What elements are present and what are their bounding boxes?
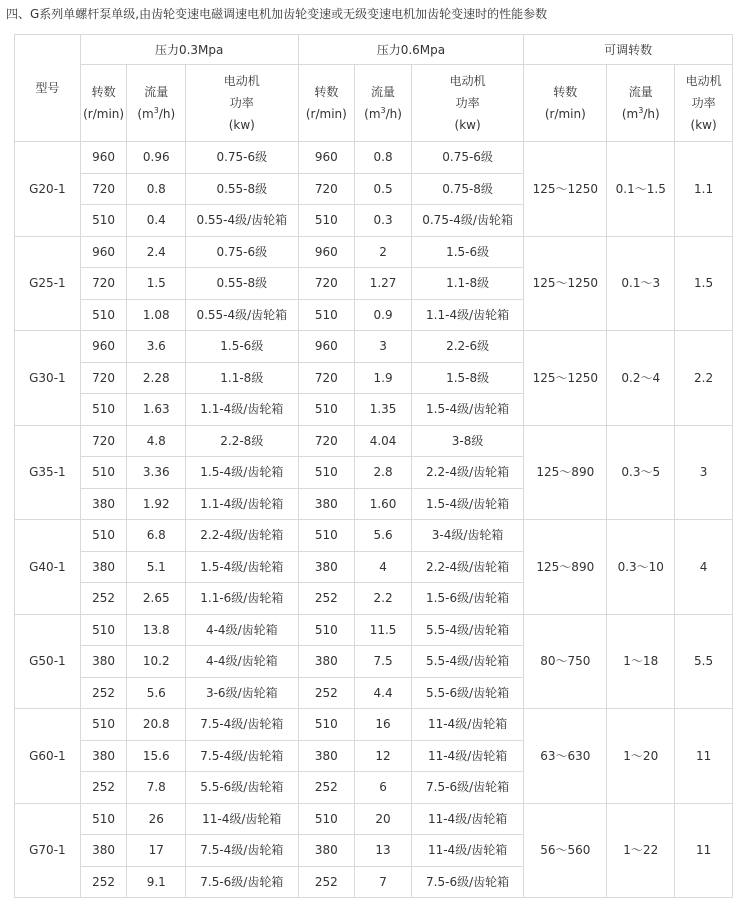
power-0-6-cell: 3-8级	[411, 425, 523, 457]
flow-0-3-cell: 1.08	[127, 299, 186, 331]
speed-0-3-cell: 510	[80, 803, 127, 835]
header-adjustable-speed: 可调转数	[524, 35, 733, 65]
flow-0-3-cell: 1.63	[127, 394, 186, 426]
flow-0-3-cell: 2.4	[127, 236, 186, 268]
power-0-6-cell: 2.2-4级/齿轮箱	[411, 457, 523, 489]
speed-0-6-cell: 252	[298, 677, 355, 709]
flow-0-6-cell: 12	[355, 740, 412, 772]
adj-power-cell: 3	[675, 425, 733, 520]
power-0-6-cell: 1.5-4级/齿轮箱	[411, 488, 523, 520]
speed-0-6-cell: 380	[298, 551, 355, 583]
adj-power-cell: 1.1	[675, 142, 733, 237]
flow-0-3-cell: 5.1	[127, 551, 186, 583]
power-0-3-cell: 1.5-4级/齿轮箱	[186, 551, 298, 583]
power-0-3-cell: 1.1-8级	[186, 362, 298, 394]
adj-power-cell: 2.2	[675, 331, 733, 426]
speed-0-6-cell: 252	[298, 583, 355, 615]
adj-speed-cell: 125～1250	[524, 142, 607, 237]
speed-0-6-cell: 252	[298, 866, 355, 898]
header-pressure-0-6: 压力0.6Mpa	[298, 35, 524, 65]
power-0-6-cell: 5.5-4级/齿轮箱	[411, 646, 523, 678]
speed-0-6-cell: 720	[298, 173, 355, 205]
adj-power-cell: 11	[675, 803, 733, 898]
adj-speed-cell: 125～1250	[524, 236, 607, 331]
speed-0-6-cell: 252	[298, 772, 355, 804]
power-0-3-cell: 0.75-6级	[186, 236, 298, 268]
flow-0-6-cell: 0.3	[355, 205, 412, 237]
power-0-3-cell: 0.55-4级/齿轮箱	[186, 299, 298, 331]
page-title: 四、G系列单螺杆泵单级,由齿轮变速电磁调速电机加齿轮变速或无级变速电机加齿轮变速时的性能参数	[6, 7, 548, 21]
flow-0-6-cell: 1.27	[355, 268, 412, 300]
flow-0-3-cell: 0.4	[127, 205, 186, 237]
flow-0-6-cell: 3	[355, 331, 412, 363]
speed-0-6-cell: 510	[298, 709, 355, 741]
flow-0-6-cell: 2.8	[355, 457, 412, 489]
flow-0-3-cell: 2.28	[127, 362, 186, 394]
flow-0-3-cell: 0.96	[127, 142, 186, 174]
speed-0-6-cell: 510	[298, 457, 355, 489]
speed-0-3-cell: 252	[80, 772, 127, 804]
flow-0-3-cell: 9.1	[127, 866, 186, 898]
header-motor-power: 电动机 功率 (kw)	[411, 65, 523, 142]
adj-flow-cell: 0.2～4	[607, 331, 675, 426]
power-0-6-cell: 7.5-6级/齿轮箱	[411, 866, 523, 898]
power-0-3-cell: 7.5-4级/齿轮箱	[186, 835, 298, 867]
power-0-3-cell: 11-4级/齿轮箱	[186, 803, 298, 835]
power-0-6-cell: 1.1-4级/齿轮箱	[411, 299, 523, 331]
power-0-3-cell: 7.5-4级/齿轮箱	[186, 709, 298, 741]
flow-0-6-cell: 11.5	[355, 614, 412, 646]
model-cell: G50-1	[15, 614, 81, 709]
flow-0-6-cell: 20	[355, 803, 412, 835]
power-0-3-cell: 2.2-8级	[186, 425, 298, 457]
table-row	[15, 520, 733, 552]
adj-flow-cell: 0.3～5	[607, 425, 675, 520]
power-0-3-cell: 1.1-4级/齿轮箱	[186, 488, 298, 520]
speed-0-3-cell: 720	[80, 362, 127, 394]
speed-0-3-cell: 252	[80, 866, 127, 898]
spec-table	[14, 34, 733, 898]
power-0-6-cell: 1.5-8级	[411, 362, 523, 394]
flow-0-6-cell: 16	[355, 709, 412, 741]
speed-0-6-cell: 960	[298, 142, 355, 174]
speed-0-3-cell: 510	[80, 520, 127, 552]
power-0-6-cell: 2.2-4级/齿轮箱	[411, 551, 523, 583]
power-0-3-cell: 1.1-6级/齿轮箱	[186, 583, 298, 615]
power-0-6-cell: 1.5-6级/齿轮箱	[411, 583, 523, 615]
power-0-6-cell: 7.5-6级/齿轮箱	[411, 772, 523, 804]
model-cell: G40-1	[15, 520, 81, 615]
flow-0-3-cell: 1.92	[127, 488, 186, 520]
adj-speed-cell: 125～1250	[524, 331, 607, 426]
header-flow: 流量 $(m^3/h)$	[355, 65, 412, 142]
adj-flow-cell: 0.3～10	[607, 520, 675, 615]
flow-0-6-cell: 4	[355, 551, 412, 583]
power-0-6-cell: 11-4级/齿轮箱	[411, 709, 523, 741]
header-flow: 流量 $(m^3/h)$	[607, 65, 675, 142]
flow-0-6-cell: 2.2	[355, 583, 412, 615]
adj-flow-cell: 1～20	[607, 709, 675, 804]
power-0-3-cell: 5.5-6级/齿轮箱	[186, 772, 298, 804]
flow-0-6-cell: 4.04	[355, 425, 412, 457]
flow-0-6-cell: 4.4	[355, 677, 412, 709]
power-0-3-cell: 4-4级/齿轮箱	[186, 614, 298, 646]
speed-0-6-cell: 510	[298, 394, 355, 426]
header-flow: 流量 $(m^3/h)$	[127, 65, 186, 142]
speed-0-3-cell: 252	[80, 677, 127, 709]
flow-0-6-cell: 13	[355, 835, 412, 867]
power-0-3-cell: 1.5-6级	[186, 331, 298, 363]
power-0-6-cell: 11-4级/齿轮箱	[411, 803, 523, 835]
speed-0-6-cell: 510	[298, 520, 355, 552]
speed-0-3-cell: 720	[80, 425, 127, 457]
speed-0-6-cell: 380	[298, 740, 355, 772]
power-0-3-cell: 0.55-4级/齿轮箱	[186, 205, 298, 237]
power-0-3-cell: 1.5-4级/齿轮箱	[186, 457, 298, 489]
model-cell: G70-1	[15, 803, 81, 898]
adj-power-cell: 1.5	[675, 236, 733, 331]
power-0-3-cell: 0.55-8级	[186, 173, 298, 205]
model-cell: G20-1	[15, 142, 81, 237]
adj-speed-cell: 80～750	[524, 614, 607, 709]
flow-0-6-cell: 0.9	[355, 299, 412, 331]
speed-0-6-cell: 720	[298, 425, 355, 457]
speed-0-6-cell: 960	[298, 331, 355, 363]
header-speed: 转数 (r/min)	[524, 65, 607, 142]
flow-0-3-cell: 0.8	[127, 173, 186, 205]
flow-0-3-cell: 13.8	[127, 614, 186, 646]
speed-0-3-cell: 510	[80, 205, 127, 237]
speed-0-3-cell: 380	[80, 646, 127, 678]
power-0-6-cell: 5.5-4级/齿轮箱	[411, 614, 523, 646]
power-0-3-cell: 1.1-4级/齿轮箱	[186, 394, 298, 426]
power-0-3-cell: 3-6级/齿轮箱	[186, 677, 298, 709]
speed-0-6-cell: 380	[298, 646, 355, 678]
power-0-3-cell: 4-4级/齿轮箱	[186, 646, 298, 678]
adj-flow-cell: 0.1～3	[607, 236, 675, 331]
flow-0-6-cell: 7.5	[355, 646, 412, 678]
speed-0-3-cell: 380	[80, 551, 127, 583]
speed-0-3-cell: 960	[80, 331, 127, 363]
power-0-6-cell: 2.2-6级	[411, 331, 523, 363]
power-0-3-cell: 7.5-6级/齿轮箱	[186, 866, 298, 898]
adj-speed-cell: 63～630	[524, 709, 607, 804]
speed-0-3-cell: 510	[80, 709, 127, 741]
power-0-3-cell: 7.5-4级/齿轮箱	[186, 740, 298, 772]
flow-0-6-cell: 1.9	[355, 362, 412, 394]
power-0-6-cell: 3-4级/齿轮箱	[411, 520, 523, 552]
power-0-6-cell: 11-4级/齿轮箱	[411, 740, 523, 772]
speed-0-6-cell: 510	[298, 205, 355, 237]
adj-speed-cell: 125～890	[524, 520, 607, 615]
speed-0-3-cell: 960	[80, 236, 127, 268]
header-motor-power: 电动机 功率 (kw)	[186, 65, 298, 142]
flow-0-6-cell: 6	[355, 772, 412, 804]
power-0-6-cell: 5.5-6级/齿轮箱	[411, 677, 523, 709]
speed-0-6-cell: 380	[298, 488, 355, 520]
flow-0-3-cell: 4.8	[127, 425, 186, 457]
adj-flow-cell: 1～18	[607, 614, 675, 709]
flow-0-3-cell: 26	[127, 803, 186, 835]
header-speed: 转数 (r/min)	[80, 65, 127, 142]
model-cell: G30-1	[15, 331, 81, 426]
power-0-6-cell: 1.5-4级/齿轮箱	[411, 394, 523, 426]
power-0-6-cell: 11-4级/齿轮箱	[411, 835, 523, 867]
model-cell: G25-1	[15, 236, 81, 331]
speed-0-3-cell: 380	[80, 488, 127, 520]
header-motor-power: 电动机 功率 (kw)	[675, 65, 733, 142]
speed-0-3-cell: 510	[80, 614, 127, 646]
adj-flow-cell: 1～22	[607, 803, 675, 898]
flow-0-3-cell: 17	[127, 835, 186, 867]
adj-speed-cell: 56～560	[524, 803, 607, 898]
speed-0-3-cell: 380	[80, 835, 127, 867]
flow-0-6-cell: 1.60	[355, 488, 412, 520]
adj-power-cell: 5.5	[675, 614, 733, 709]
power-0-6-cell: 0.75-4级/齿轮箱	[411, 205, 523, 237]
table-row	[15, 331, 733, 363]
power-0-6-cell: 1.1-8级	[411, 268, 523, 300]
speed-0-6-cell: 720	[298, 362, 355, 394]
flow-0-6-cell: 1.35	[355, 394, 412, 426]
flow-0-3-cell: 15.6	[127, 740, 186, 772]
power-0-3-cell: 0.55-8级	[186, 268, 298, 300]
table-row	[15, 709, 733, 741]
flow-0-3-cell: 7.8	[127, 772, 186, 804]
header-model: 型号	[15, 35, 81, 142]
power-0-6-cell: 0.75-8级	[411, 173, 523, 205]
adj-power-cell: 4	[675, 520, 733, 615]
power-0-6-cell: 0.75-6级	[411, 142, 523, 174]
header-speed: 转数 (r/min)	[298, 65, 355, 142]
flow-0-6-cell: 5.6	[355, 520, 412, 552]
speed-0-3-cell: 510	[80, 299, 127, 331]
speed-0-3-cell: 510	[80, 394, 127, 426]
flow-0-3-cell: 1.5	[127, 268, 186, 300]
flow-0-6-cell: 0.8	[355, 142, 412, 174]
speed-0-3-cell: 252	[80, 583, 127, 615]
table-row	[15, 614, 733, 646]
adj-power-cell: 11	[675, 709, 733, 804]
table-row	[15, 425, 733, 457]
speed-0-6-cell: 510	[298, 299, 355, 331]
power-0-3-cell: 0.75-6级	[186, 142, 298, 174]
adj-flow-cell: 0.1～1.5	[607, 142, 675, 237]
flow-0-3-cell: 20.8	[127, 709, 186, 741]
table-row	[15, 236, 733, 268]
speed-0-3-cell: 960	[80, 142, 127, 174]
table-row	[15, 142, 733, 174]
flow-0-3-cell: 3.6	[127, 331, 186, 363]
speed-0-6-cell: 960	[298, 236, 355, 268]
flow-0-3-cell: 3.36	[127, 457, 186, 489]
power-0-6-cell: 1.5-6级	[411, 236, 523, 268]
power-0-3-cell: 2.2-4级/齿轮箱	[186, 520, 298, 552]
flow-0-6-cell: 0.5	[355, 173, 412, 205]
adj-speed-cell: 125～890	[524, 425, 607, 520]
flow-0-3-cell: 5.6	[127, 677, 186, 709]
flow-0-3-cell: 10.2	[127, 646, 186, 678]
flow-0-6-cell: 2	[355, 236, 412, 268]
flow-0-3-cell: 6.8	[127, 520, 186, 552]
flow-0-6-cell: 7	[355, 866, 412, 898]
speed-0-3-cell: 510	[80, 457, 127, 489]
speed-0-6-cell: 510	[298, 614, 355, 646]
spec-table-body	[15, 142, 733, 898]
model-cell: G60-1	[15, 709, 81, 804]
speed-0-6-cell: 380	[298, 835, 355, 867]
speed-0-6-cell: 720	[298, 268, 355, 300]
model-cell: G35-1	[15, 425, 81, 520]
speed-0-6-cell: 510	[298, 803, 355, 835]
flow-0-3-cell: 2.65	[127, 583, 186, 615]
header-pressure-0-3: 压力0.3Mpa	[80, 35, 298, 65]
speed-0-3-cell: 380	[80, 740, 127, 772]
speed-0-3-cell: 720	[80, 268, 127, 300]
table-row	[15, 803, 733, 835]
speed-0-3-cell: 720	[80, 173, 127, 205]
